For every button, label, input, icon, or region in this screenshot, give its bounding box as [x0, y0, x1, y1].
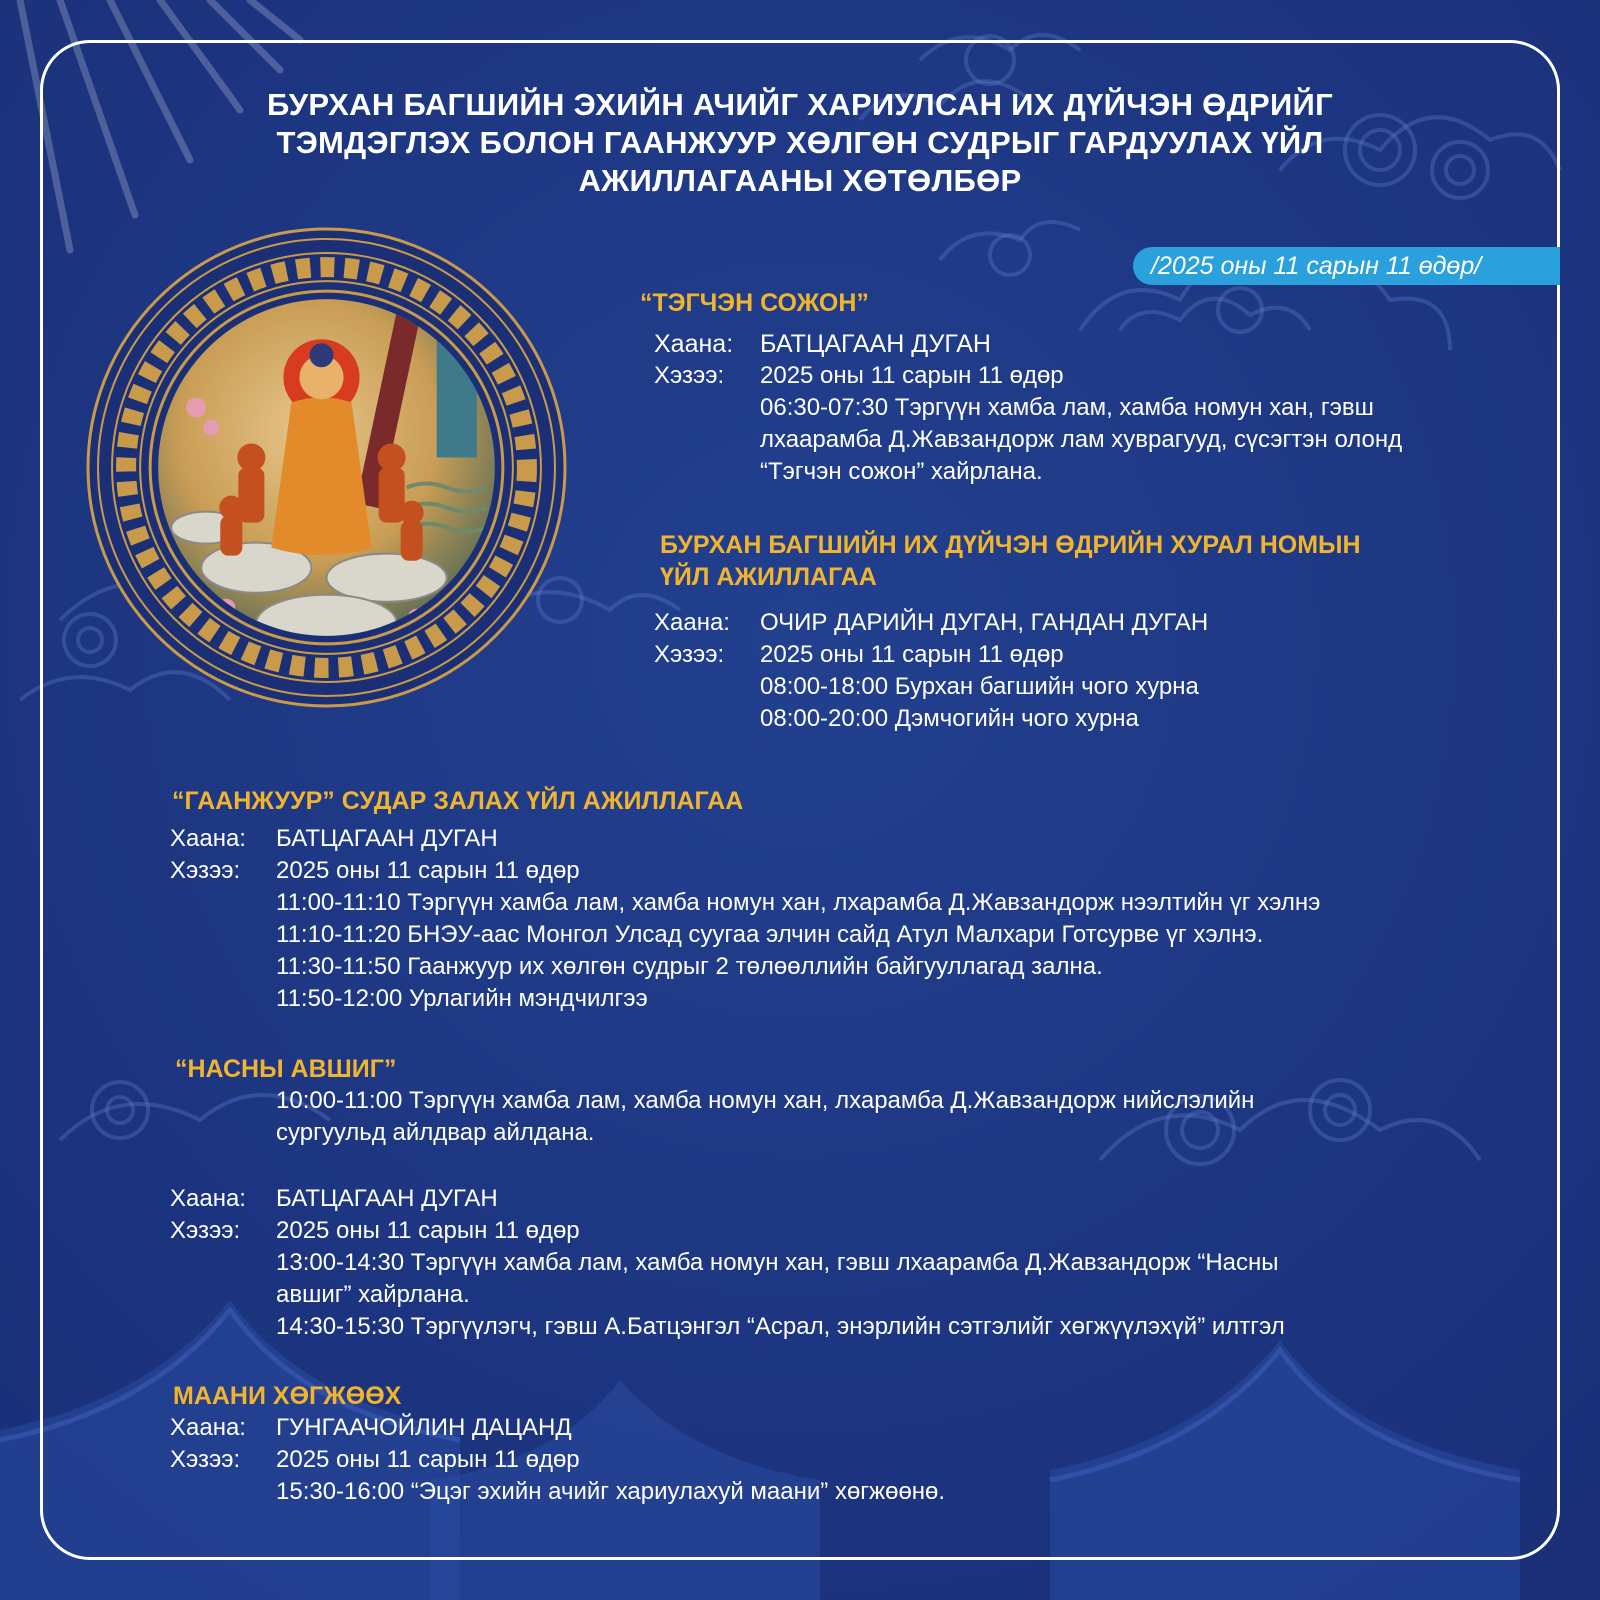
- schedule-line: 11:30-11:50 Гаанжуур их хөлгөн судрыг 2 төлөөллийн байгууллагад зална.: [276, 953, 1103, 980]
- when-value: 2025 оны 11 сарын 11 өдөр: [276, 857, 580, 884]
- section-title-line-1: БУРХАН БАГШИЙН ИХ ДҮЙЧЭН ӨДРИЙН ХУРАЛ НОМЫН: [660, 531, 1361, 559]
- section-maani: [170, 1380, 946, 1508]
- section-title-line-2: ҮЙЛ АЖИЛЛАГАА: [660, 563, 877, 591]
- when-value: 2025 оны 11 сарын 11 өдөр: [760, 362, 1064, 389]
- where-value: ОЧИР ДАРИЙН ДУГАН, ГАНДАН ДУГАН: [760, 609, 1209, 636]
- schedule-line: 13:00-14:30 Тэргүүн хамба лам, хамба номун хан, гэвш лхаарамба Д.Жавзандорж “Насны: [276, 1249, 1279, 1276]
- section-duichen-hural: [654, 529, 1361, 735]
- schedule-line: 14:30-15:30 Тэргүүлэгч, гэвш А.Батцэнгэл “Асрал, энэрлийн сэтгэлийг хөгжүүлэхүй” илтгэл: [276, 1313, 1285, 1340]
- schedule-line: 11:10-11:20 БНЭУ-аас Монгол Улсад суугаа элчин сайд Атул Малхари Готсурве үг хэлнэ.: [276, 921, 1264, 948]
- when-label: Хэзээ:: [654, 641, 725, 668]
- section-title: “ГААНЖУУР” СУДАР ЗАЛАХ ҮЙЛ АЖИЛЛАГАА: [172, 787, 744, 815]
- where-value: БАТЦАГААН ДУГАН: [276, 825, 498, 852]
- buddha-thangka-medallion: [86, 227, 567, 708]
- title-line-1: БУРХАН БАГШИЙН ЭХИЙН АЧИЙГ ХАРИУЛСАН ИХ ДҮЙЧЭН ӨДРИЙГ: [266, 87, 1333, 122]
- when-label: Хэзээ:: [654, 362, 725, 389]
- where-label: Хаана:: [654, 330, 734, 358]
- section-nasny-avshig: [170, 1053, 1285, 1343]
- section-gaanjuur: [172, 785, 1320, 1015]
- schedule-line: 08:00-18:00 Бурхан багшийн чого хурна: [760, 673, 1199, 700]
- title-line-3: АЖИЛЛАГААНЫ ХӨТӨЛБӨР: [578, 163, 1022, 198]
- section-title: “ТЭГЧЭН СОЖОН”: [640, 289, 869, 317]
- schedule-line: “Тэгчэн сожон” хайрлана.: [760, 458, 1043, 485]
- when-label: Хэзээ:: [170, 1217, 241, 1244]
- when-value: 2025 оны 11 сарын 11 өдөр: [276, 1217, 580, 1244]
- where-value: БАТЦАГААН ДУГАН: [276, 1185, 498, 1212]
- intro-line: сургуульд айлдвар айлдана.: [276, 1119, 595, 1146]
- schedule-line: 06:30-07:30 Тэргүүн хамба лам, хамба номун хан, гэвш: [760, 394, 1374, 421]
- section-title: “НАСНЫ АВШИГ”: [175, 1055, 397, 1083]
- schedule-line: авшиг” хайрлана.: [276, 1281, 470, 1308]
- intro-line: 10:00-11:00 Тэргүүн хамба лам, хамба номун хан, лхарамба Д.Жавзандорж нийслэлийн: [276, 1087, 1255, 1114]
- date-badge: /2025 оны 11 сарын 11 өдөр/: [1133, 247, 1560, 285]
- when-label: Хэзээ:: [170, 1446, 241, 1473]
- schedule-line: 11:00-11:10 Тэргүүн хамба лам, хамба номун хан, лхарамба Д.Жавзандорж нээлтийн үг хэлнэ: [276, 889, 1321, 916]
- where-label: Хаана:: [170, 1414, 246, 1441]
- where-label: Хаана:: [654, 609, 730, 636]
- schedule-line: 08:00-20:00 Дэмчогийн чого хурна: [760, 705, 1139, 732]
- page-title: [200, 86, 1400, 200]
- where-value: ГУНГААЧОЙЛИН ДАЦАНД: [276, 1414, 572, 1441]
- where-label: Хаана:: [170, 1185, 246, 1212]
- where-value: БАТЦАГААН ДУГАН: [760, 330, 991, 358]
- when-value: 2025 оны 11 сарын 11 өдөр: [760, 641, 1064, 668]
- schedule-line: лхаарамба Д.Жавзандорж лам хуврагууд, сүсэгтэн олонд: [760, 426, 1403, 453]
- title-line-2: ТЭМДЭГЛЭХ БОЛОН ГААНЖУУР ХӨЛГӨН СУДРЫГ ГАРДУУЛАХ ҮЙЛ: [276, 125, 1324, 160]
- section-tegchen-sojon: [640, 287, 1402, 488]
- section-title: МААНИ ХӨГЖӨӨХ: [173, 1382, 402, 1410]
- when-value: 2025 оны 11 сарын 11 өдөр: [276, 1446, 580, 1473]
- when-label: Хэзээ:: [170, 857, 241, 884]
- schedule-line: 11:50-12:00 Урлагийн мэндчилгээ: [276, 985, 648, 1012]
- schedule-line: 15:30-16:00 “Эцэг эхийн ачийг хариулахуй маани” хөгжөөнө.: [276, 1478, 946, 1505]
- where-label: Хаана:: [170, 825, 246, 852]
